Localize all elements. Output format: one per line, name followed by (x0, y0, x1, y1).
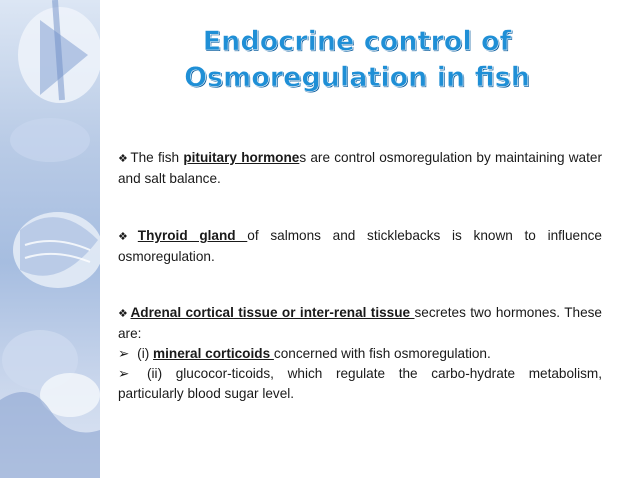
slide-title: Endocrine control of Osmoregulation in fish (184, 26, 530, 93)
diamond-bullet-icon: ❖ (118, 153, 129, 165)
decorative-fish-panel (0, 0, 100, 478)
fish-illustration (0, 0, 100, 478)
arrow-bullet-icon: ➢ (118, 346, 130, 361)
bullet-point-2: ❖ Thyroid gland of salmons and sticklebacks is known to influence osmoregulation. (118, 228, 602, 264)
emphasis-thyroid: Thyroid gland (137, 228, 248, 243)
sub-point-1: ➢ (i) mineral corticoids concerned with fish osmoregulation. (118, 346, 491, 361)
emphasis-pituitary: pituitary hormone (183, 150, 300, 165)
emphasis-mineral-corticoids: mineral corticoids (153, 346, 274, 361)
emphasis-adrenal: Adrenal cortical tissue or inter-renal tissue (130, 305, 415, 320)
bullet-point-3: ❖ Adrenal cortical tissue or inter-renal tissue secretes two hormones. These are: ➢ (i) mineral corticoids concerned with fish osmoregulation. ➢ (ii) glucocor-ticoids, which regulate the carbo-hydrate metabolism, particularly blood sugar level. (118, 303, 602, 404)
bullet-point-1: ❖ The fish pituitary hormones are control osmoregulation by maintaining water and salt balance. (118, 150, 602, 186)
arrow-bullet-icon: ➢ (118, 366, 130, 381)
diamond-bullet-icon: ❖ (118, 231, 136, 243)
diamond-bullet-icon: ❖ (118, 308, 129, 320)
sub-point-2: ➢ (ii) glucocor-ticoids, which regulate the carbo-hydrate metabolism, particularly blood sugar level. (118, 366, 602, 401)
